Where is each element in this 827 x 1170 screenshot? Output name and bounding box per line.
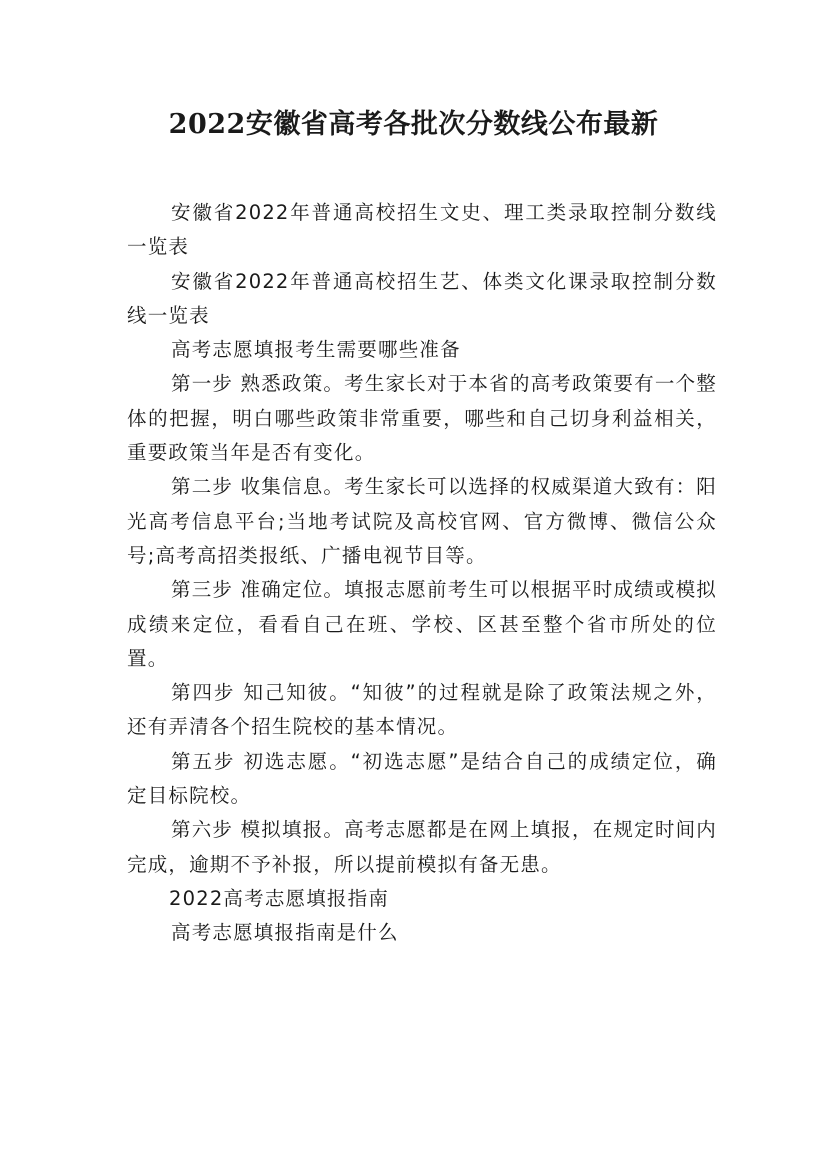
paragraph-step-4: 第四步 知己知彼。“知彼”的过程就是除了政策法规之外，还有弄清各个招生院校的基本情况。 bbox=[127, 681, 717, 739]
document-title: 2022安徽省高考各批次分数线公布最新 bbox=[168, 109, 659, 140]
paragraph-score-table-arts-science: 安徽省2022年普通高校招生文史、理工类录取控制分数线一览表 bbox=[127, 201, 717, 259]
paragraph-step-5: 第五步 初选志愿。“初选志愿”是结合自己的成绩定位，确定目标院校。 bbox=[127, 749, 717, 808]
paragraph-step-1: 第一步 熟悉政策。考生家长对于本省的高考政策要有一个整体的把握，明白哪些政策非常重要，哪些和自己切身利益相关，重要政策当年是否有变化。 bbox=[127, 372, 717, 465]
paragraph-guide-question: 高考志愿填报指南是什么 bbox=[171, 921, 399, 945]
paragraph-heading-preparation: 高考志愿填报考生需要哪些准备 bbox=[171, 338, 461, 362]
paragraph-guide-heading: 2022高考志愿填报指南 bbox=[169, 886, 390, 910]
document-body bbox=[127, 196, 717, 951]
paragraph-score-table-art-sports: 安徽省2022年普通高校招生艺、体类文化课录取控制分数线一览表 bbox=[127, 269, 717, 327]
paragraph-step-2: 第二步 收集信息。考生家长可以选择的权威渠道大致有：阳光高考信息平台;当地考试院及高校官网、官方微博、微信公众号;高考高招类报纸、广播电视节目等。 bbox=[127, 475, 717, 567]
paragraph-step-6: 第六步 模拟填报。高考志愿都是在网上填报，在规定时间内完成，逾期不予补报，所以提前模拟有备无患。 bbox=[127, 818, 717, 876]
paragraph-step-3: 第三步 准确定位。填报志愿前考生可以根据平时成绩或模拟成绩来定位，看看自己在班、学校、区甚至整个省市所处的位置。 bbox=[127, 578, 717, 670]
